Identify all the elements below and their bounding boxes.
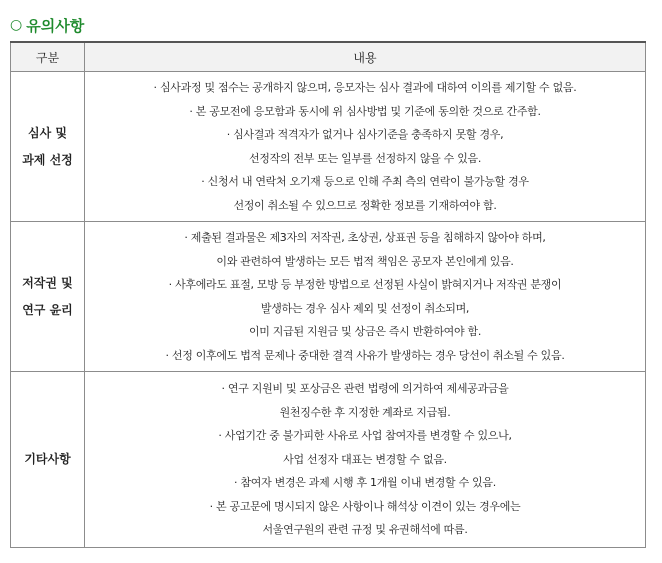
content-line: 이미 지급된 지원금 및 상금은 즉시 반환하여야 함. (248, 325, 482, 338)
content-line: 선정이 취소될 수 있으므로 정확한 정보를 기재하여야 함. (233, 198, 497, 212)
content-line: · 심사과정 및 점수는 공개하지 않으며, 응모자는 심사 결과에 대하여 이의를 제기할 수 없음. (153, 81, 577, 94)
content-line: 이와 관련하여 발생하는 모든 법적 책임은 공모자 본인에게 있음. (216, 254, 514, 268)
row-category (11, 72, 85, 222)
content-line: · 본 공고문에 명시되지 않은 사항이나 해석상 이견이 있는 경우에는 (209, 499, 521, 513)
content-line: 선정작의 전부 또는 일부를 선정하지 않을 수 있음. (248, 151, 482, 165)
content-line: 발생하는 경우 심사 제외 및 선정이 취소되며, (260, 301, 470, 315)
section-title-text: 유의사항 (26, 16, 85, 35)
content-line: · 신청서 내 연락처 오기재 등으로 인해 주최 측의 연락이 불가능할 경우 (201, 175, 529, 188)
content-line: · 연구 지원비 및 포상금은 관련 법령에 의거하여 제세공과금을 (221, 382, 509, 396)
row-category (11, 222, 85, 372)
table-row (11, 72, 646, 222)
row-content (85, 222, 646, 372)
category-line: 저작권 및 (22, 275, 73, 290)
content-line: · 선정 이후에도 법적 문제나 중대한 결격 사유가 발생하는 경우 당선이 취소될 수 있음. (165, 348, 565, 362)
row-content (85, 72, 646, 222)
header-content: 내용 (85, 42, 646, 72)
row-content (85, 372, 646, 548)
category-line: 기타사항 (24, 452, 71, 466)
notice-table (10, 41, 646, 548)
circle-bullet-icon: ○ (10, 17, 23, 33)
content-line: · 사업기간 중 불가피한 사유로 사업 참여자를 변경할 수 있으나, (218, 429, 512, 443)
content-line: · 본 공모전에 응모함과 동시에 위 심사방법 및 기준에 동의한 것으로 간주함. (189, 104, 541, 118)
table-row (11, 222, 646, 372)
content-line: 서울연구원의 관련 규정 및 유권해석에 따름. (262, 523, 468, 537)
content-line: 원천징수한 후 지정한 계좌로 지급됨. (279, 405, 451, 419)
category-line: 과제 선정 (22, 152, 73, 167)
header-category: 구분 (11, 42, 85, 72)
table-header-row (11, 42, 646, 72)
content-line: 사업 선정자 대표는 변경할 수 없음. (283, 452, 447, 466)
section-title (10, 14, 84, 36)
content-line: · 사후에라도 표절, 모방 등 부정한 방법으로 선정된 사실이 밝혀지거나 저작권 분쟁이 (168, 278, 562, 291)
category-line: 심사 및 (28, 125, 67, 140)
category-line: 연구 윤리 (22, 302, 73, 317)
row-category (11, 372, 85, 548)
content-line: · 제출된 결과물은 제3자의 저작권, 초상권, 상표권 등을 침해하지 않아야 하며, (184, 231, 546, 244)
table-row (11, 372, 646, 548)
content-line: · 참여자 변경은 과제 시행 후 1개월 이내 변경할 수 있음. (234, 476, 496, 490)
content-line: · 심사결과 적격자가 없거나 심사기준을 충족하지 못할 경우, (226, 128, 504, 141)
